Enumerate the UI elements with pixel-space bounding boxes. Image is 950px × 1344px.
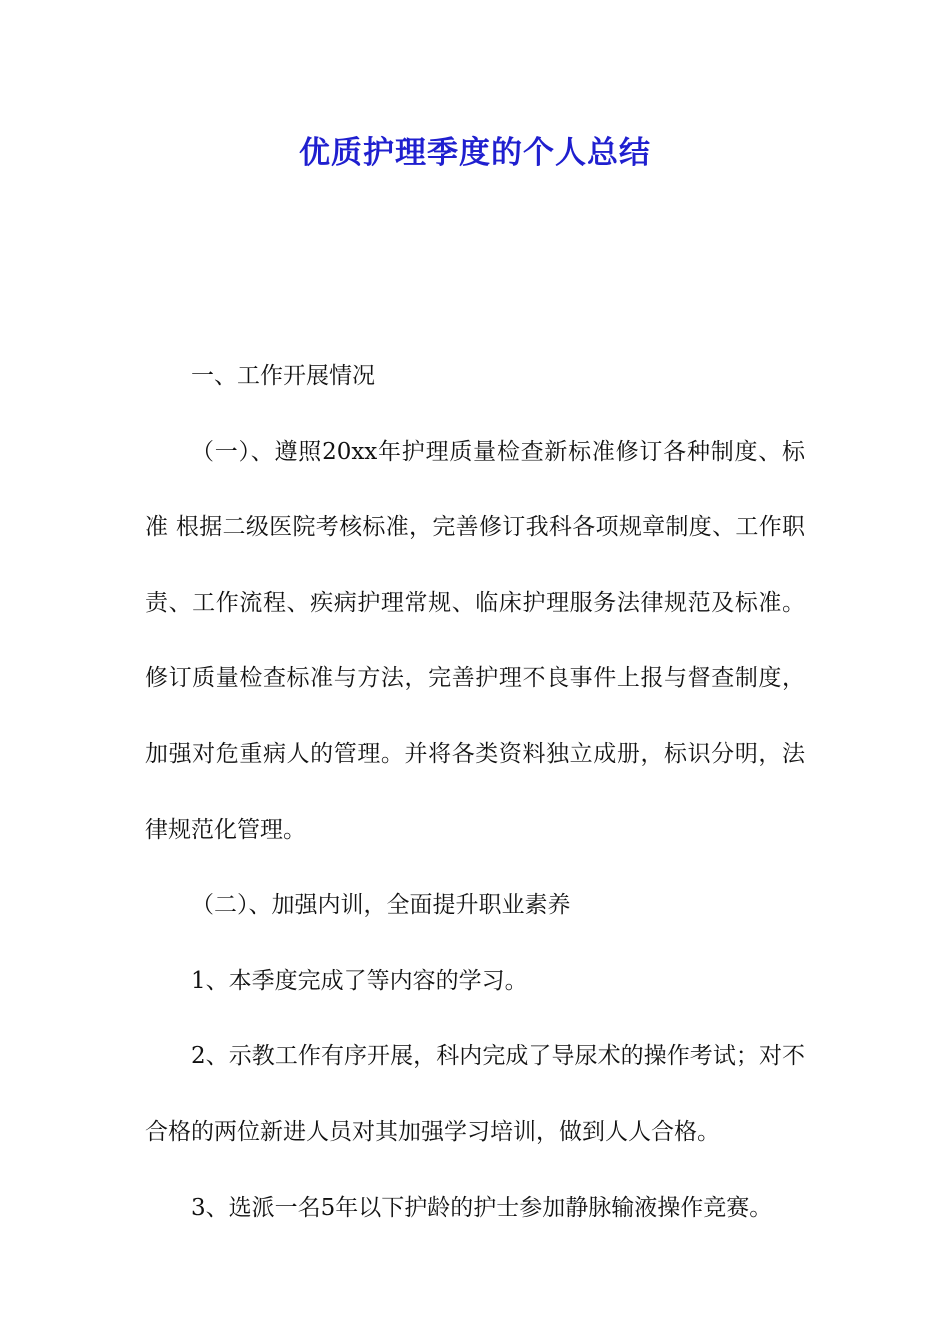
subsection-heading: （二）、加强内训，全面提升职业素养 — [191, 892, 571, 919]
list-item: 1、本季度完成了等内容的学习。 — [191, 967, 528, 994]
paragraph: （一）、遵照20xx年护理质量检查新标准修订各种制度、标准 根据二级医院考核标准，完善修订我科各项规章制度、工作职责、工作流程、疾病护理常规、临床护理服务法律规范及标准。修订质量检查标准与方法，完善护理不良事件上报与督查制度，加强对危重病人的管理。并将各类资料独立成册，标识分明，法律规范化管理。 — [145, 438, 805, 843]
section-heading: 一、工作开展情况 — [191, 363, 375, 389]
document-body — [145, 339, 805, 1246]
document-title: 优质护理季度的个人总结 — [299, 135, 651, 171]
list-item: 2、示教工作有序开展，科内完成了导尿术的操作考试；对不合格的两位新进人员对其加强学习培训，做到人人合格。 — [145, 1043, 805, 1145]
list-item: 3、选派一名5年以下护龄的护士参加静脉输液操作竞赛。 — [191, 1194, 773, 1221]
